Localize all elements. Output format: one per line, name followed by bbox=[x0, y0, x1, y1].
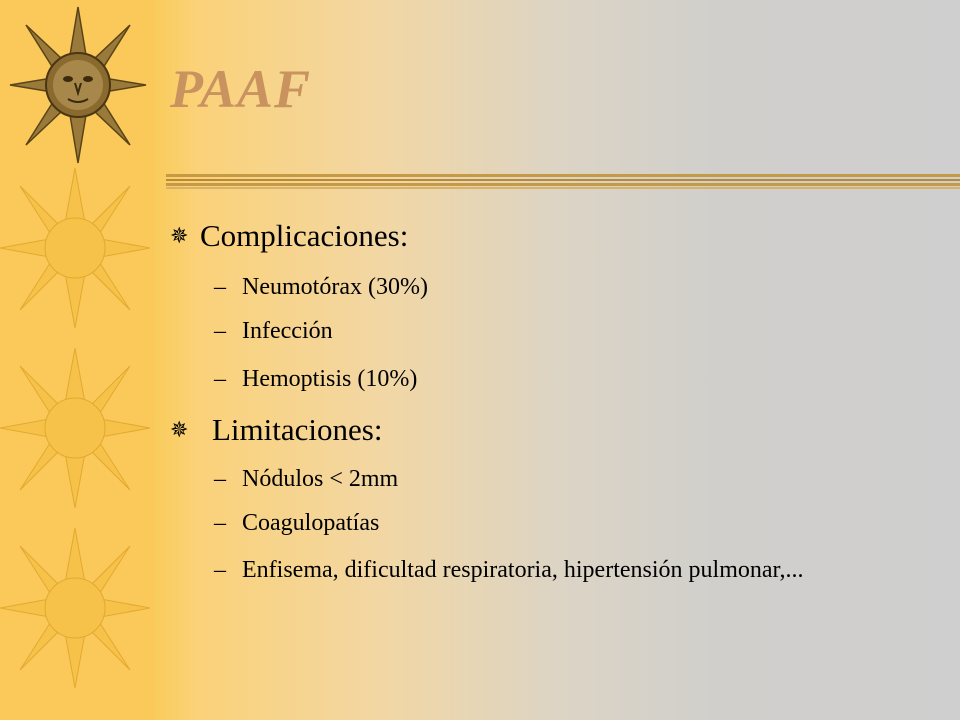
list-item bbox=[214, 510, 842, 538]
dash-icon: – bbox=[214, 510, 226, 536]
sun-icon bbox=[0, 348, 150, 508]
dash-icon: – bbox=[214, 318, 226, 344]
list-item-text: Coagulopatías bbox=[242, 510, 380, 536]
slide-title: PAAF bbox=[170, 59, 312, 119]
list-item bbox=[214, 557, 842, 585]
list-item-text: Enfisema, dificultad respiratoria, hipertensión pulmonar,... bbox=[242, 557, 804, 583]
sun-face-icon bbox=[8, 5, 148, 165]
bullet-complicaciones bbox=[170, 218, 408, 254]
bullet-limitaciones bbox=[170, 412, 382, 448]
list-item bbox=[214, 318, 842, 346]
list-item-text: Hemoptisis (10%) bbox=[242, 366, 418, 392]
list-item bbox=[214, 274, 842, 302]
section-heading: Limitaciones: bbox=[212, 412, 383, 447]
bullet-star-icon: ✵ bbox=[170, 417, 189, 442]
section-heading: Complicaciones: bbox=[200, 218, 409, 253]
sun-icon bbox=[0, 528, 150, 688]
dash-icon: – bbox=[214, 274, 226, 300]
dash-icon: – bbox=[214, 466, 226, 492]
title-divider bbox=[166, 172, 960, 192]
list-item bbox=[214, 366, 842, 394]
list-item-text: Infección bbox=[242, 318, 333, 344]
list-item-text: Nódulos < 2mm bbox=[242, 466, 399, 492]
dash-icon: – bbox=[214, 557, 226, 583]
dash-icon: – bbox=[214, 366, 226, 392]
list-item-text: Neumotórax (30%) bbox=[242, 274, 428, 300]
sun-icon bbox=[0, 168, 150, 328]
bullet-star-icon: ✵ bbox=[170, 223, 189, 248]
list-item bbox=[214, 466, 842, 494]
